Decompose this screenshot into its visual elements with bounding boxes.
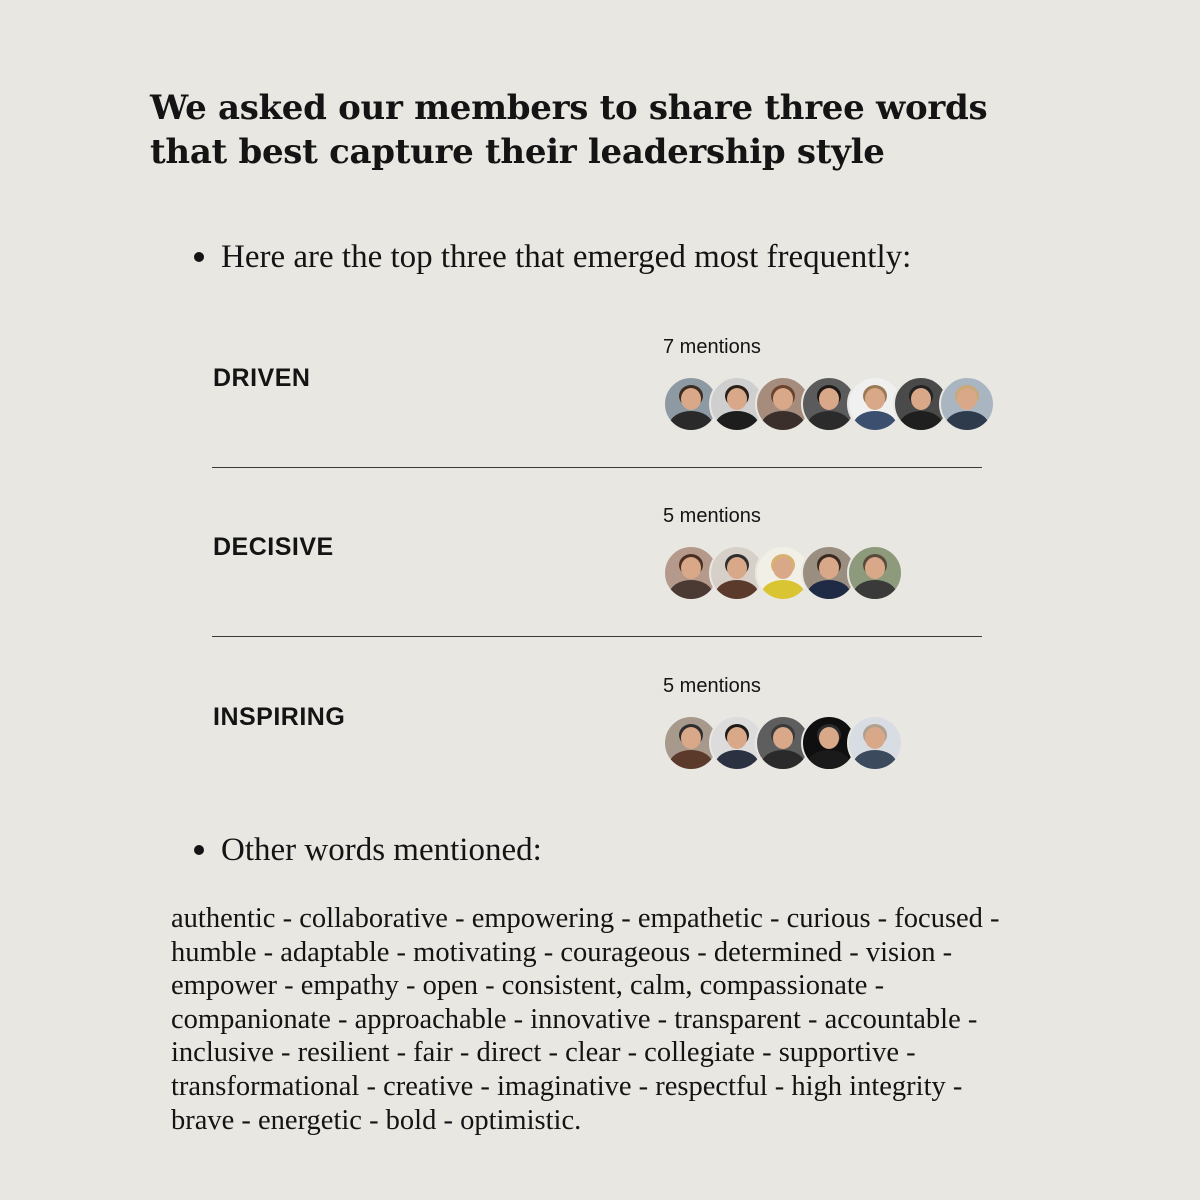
mentions-count: 5 mentions bbox=[663, 675, 761, 697]
avatar-shoulders bbox=[853, 411, 897, 432]
avatar-shoulders bbox=[761, 580, 805, 601]
word-row-decisive bbox=[212, 505, 982, 625]
top-three-intro bbox=[194, 237, 911, 277]
mentions-count: 7 mentions bbox=[663, 336, 761, 358]
avatar-face bbox=[681, 388, 701, 410]
avatar-face bbox=[911, 388, 931, 410]
avatar-shoulders bbox=[807, 411, 851, 432]
avatar-face bbox=[865, 557, 885, 579]
member-avatar bbox=[939, 376, 995, 432]
other-words-intro bbox=[194, 830, 542, 870]
avatar-face bbox=[819, 557, 839, 579]
avatar-shoulders bbox=[669, 411, 713, 432]
avatar-shoulders bbox=[853, 750, 897, 771]
page-title: We asked our members to share three words that best capture their leadership style bbox=[150, 88, 988, 172]
avatar-face bbox=[957, 388, 977, 410]
avatar-face bbox=[865, 727, 885, 749]
avatar-face bbox=[773, 557, 793, 579]
avatar-face bbox=[727, 557, 747, 579]
avatar-face bbox=[773, 727, 793, 749]
avatar-face bbox=[681, 557, 701, 579]
avatar-shoulders bbox=[807, 580, 851, 601]
avatar-shoulders bbox=[761, 750, 805, 771]
avatar-face bbox=[681, 727, 701, 749]
avatar-shoulders bbox=[715, 750, 759, 771]
member-avatar bbox=[847, 545, 903, 601]
avatar-face bbox=[727, 727, 747, 749]
avatar-shoulders bbox=[715, 411, 759, 432]
avatar-shoulders bbox=[807, 750, 851, 771]
word-label: DECISIVE bbox=[213, 533, 334, 561]
avatar-face bbox=[773, 388, 793, 410]
row-divider bbox=[212, 467, 982, 468]
word-row-driven bbox=[212, 336, 982, 456]
other-words-intro-text: Other words mentioned: bbox=[221, 832, 542, 868]
avatar-shoulders bbox=[853, 580, 897, 601]
top-three-intro-text: Here are the top three that emerged most frequently: bbox=[221, 239, 912, 275]
avatar-face bbox=[819, 727, 839, 749]
mentions-count: 5 mentions bbox=[663, 505, 761, 527]
member-avatar bbox=[847, 715, 903, 771]
avatar-group bbox=[663, 715, 893, 771]
avatar-face bbox=[865, 388, 885, 410]
avatar-shoulders bbox=[945, 411, 989, 432]
word-label: INSPIRING bbox=[213, 703, 346, 731]
bullet-icon bbox=[194, 845, 204, 855]
avatar-group bbox=[663, 545, 893, 601]
avatar-shoulders bbox=[761, 411, 805, 432]
word-row-inspiring bbox=[212, 675, 982, 795]
bullet-icon bbox=[194, 252, 204, 262]
avatar-shoulders bbox=[669, 750, 713, 771]
avatar-shoulders bbox=[669, 580, 713, 601]
avatar-shoulders bbox=[899, 411, 943, 432]
avatar-face bbox=[727, 388, 747, 410]
avatar-shoulders bbox=[715, 580, 759, 601]
avatar-face bbox=[819, 388, 839, 410]
row-divider bbox=[212, 636, 982, 637]
avatar-group bbox=[663, 376, 985, 432]
other-words-list: authentic - collaborative - empowering - empathetic - curious - focused - humble - adaptable - motivating - courageous - determined - vision - empower - empathy - open - consistent, calm, compassionate - companionate - approachable - innovative - transparent - accountable - inclusive - resilient - fair - direct - clear - collegiate - supportive - transformational - creative - imaginative - respectful - high integrity - brave - energetic - bold - optimistic. bbox=[171, 903, 1000, 1136]
word-label: DRIVEN bbox=[213, 364, 311, 392]
